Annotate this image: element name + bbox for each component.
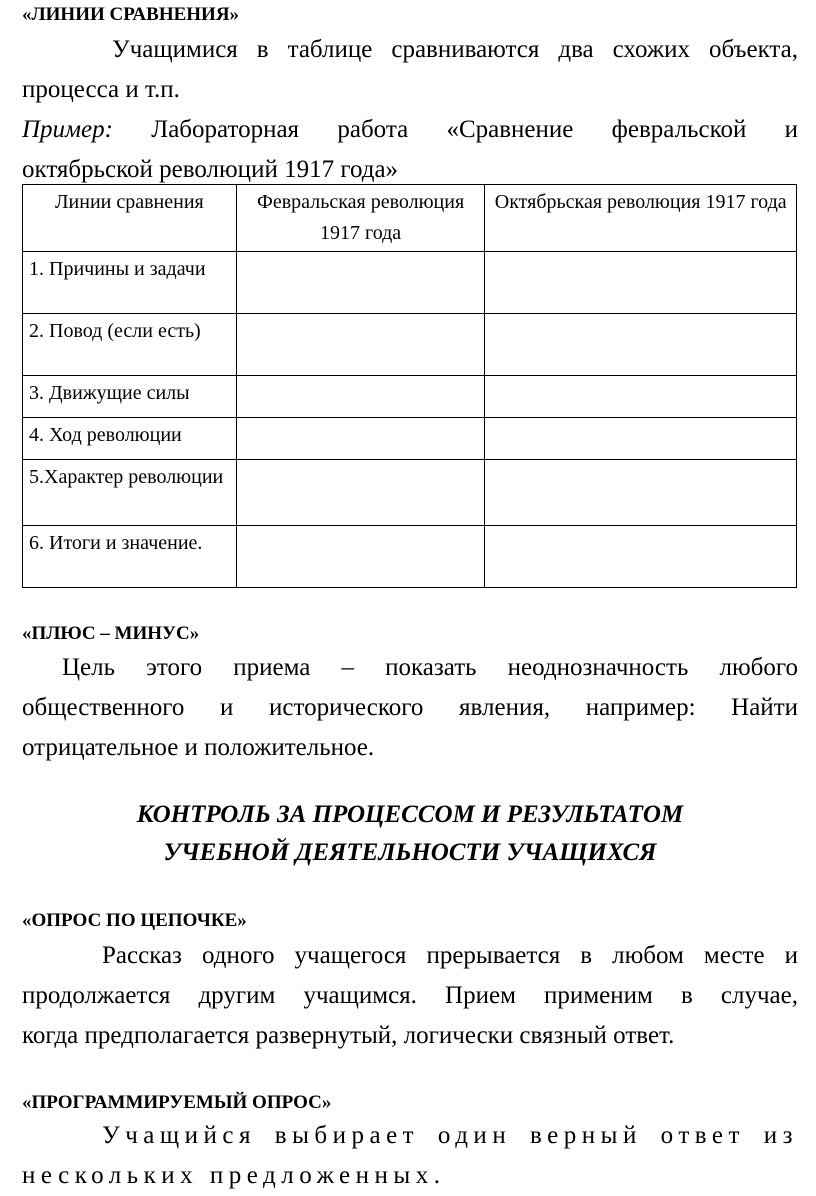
paragraph-line: общественного и исторического явления, например: Найти bbox=[22, 694, 798, 721]
table-row bbox=[23, 252, 797, 314]
table-cell: 3. Движущие силы bbox=[23, 376, 237, 418]
table-cell bbox=[485, 376, 797, 418]
table-row bbox=[23, 314, 797, 376]
table-row bbox=[23, 460, 797, 526]
table-cell: 5.Характер революции bbox=[23, 460, 237, 526]
table-row bbox=[23, 526, 797, 588]
main-section-title bbox=[22, 796, 798, 872]
table-header-cell: Октябрьская революция 1917 года bbox=[485, 185, 797, 252]
paragraph-line: процесса и т.п. bbox=[22, 76, 180, 103]
table-cell: 4. Ход революции bbox=[23, 418, 237, 460]
paragraph-line: Рассказ одного учащегося прерывается в любом месте и bbox=[102, 942, 798, 969]
table-cell bbox=[236, 460, 485, 526]
table-cell bbox=[485, 460, 797, 526]
main-title-line: УЧЕБНОЙ ДЕЯТЕЛЬНОСТИ УЧАЩИХСЯ bbox=[163, 839, 657, 866]
table-cell bbox=[236, 418, 485, 460]
table-header-cell: Линии сравнения bbox=[23, 185, 237, 252]
paragraph-line: нескольких предложенных. bbox=[22, 1162, 446, 1189]
table-cell bbox=[485, 526, 797, 588]
main-title-line: КОНТРОЛЬ ЗА ПРОЦЕССОМ И РЕЗУЛЬТАТОМ bbox=[136, 801, 684, 828]
section-body-comparison-lines bbox=[22, 30, 798, 190]
example-text: Лабораторная работа «Сравнение февральской и bbox=[151, 116, 799, 143]
example-label: Пример: bbox=[22, 116, 113, 143]
table-row bbox=[23, 418, 797, 460]
table-cell: 1. Причины и задачи bbox=[23, 252, 237, 314]
section-body-programmed-survey bbox=[22, 1116, 798, 1196]
paragraph-line: Цель этого приема – показать неоднозначность любого bbox=[62, 654, 798, 681]
table-cell bbox=[485, 252, 797, 314]
paragraph-line: Учащимися в таблице сравниваются два схожих объекта, bbox=[112, 36, 798, 63]
paragraph-line: когда предполагается развернутый, логически связный ответ. bbox=[22, 1022, 675, 1049]
table-cell bbox=[485, 314, 797, 376]
paragraph-line: отрицательное и положительное. bbox=[22, 734, 375, 761]
table-cell: 6. Итоги и значение. bbox=[23, 526, 237, 588]
section-body-plus-minus bbox=[22, 648, 798, 768]
paragraph-line: продолжается другим учащимся. Прием применим в случае, bbox=[22, 982, 798, 1009]
section-body-chain-survey bbox=[22, 936, 798, 1056]
table-header-cell: Февральская революция 1917 года bbox=[236, 185, 485, 252]
table-header-row bbox=[23, 185, 797, 252]
section-title-comparison-lines: «ЛИНИИ СРАВНЕНИЯ» bbox=[22, 4, 240, 25]
table-cell bbox=[236, 526, 485, 588]
table-cell bbox=[236, 314, 485, 376]
section-title-chain-survey: «ОПРОС ПО ЦЕПОЧКЕ» bbox=[22, 910, 247, 931]
table-cell: 2. Повод (если есть) bbox=[23, 314, 237, 376]
section-title-plus-minus: «ПЛЮС – МИНУС» bbox=[22, 623, 200, 644]
paragraph-line: октябрьской революций 1917 года» bbox=[22, 156, 399, 183]
table-row bbox=[23, 376, 797, 418]
table-cell bbox=[236, 376, 485, 418]
section-title-programmed-survey: «ПРОГРАММИРУЕМЫЙ ОПРОС» bbox=[22, 1092, 332, 1113]
paragraph-line: Учащийся выбирает один верный ответ из bbox=[102, 1122, 798, 1149]
comparison-table bbox=[22, 184, 797, 588]
table-cell bbox=[485, 418, 797, 460]
example-line bbox=[22, 110, 798, 150]
table-cell bbox=[236, 252, 485, 314]
